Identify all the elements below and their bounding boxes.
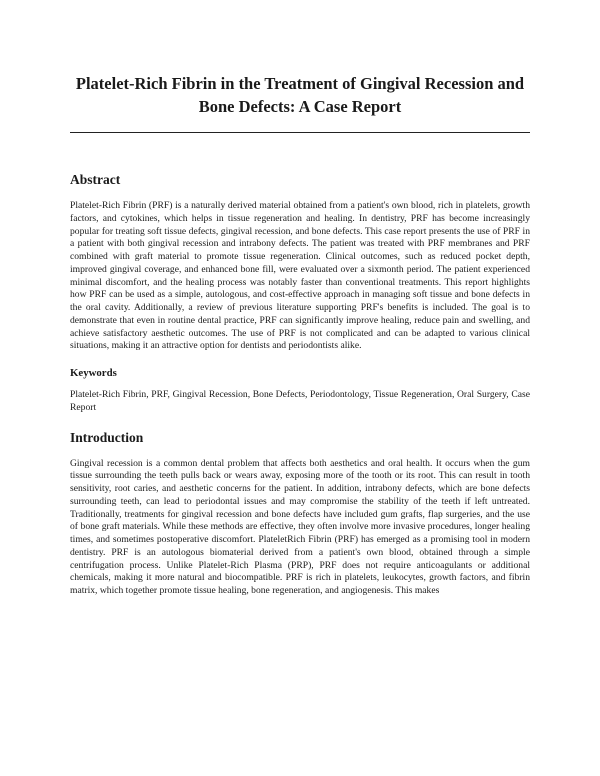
- paper-page: [70, 0, 530, 598]
- title-divider: [70, 132, 530, 133]
- abstract-heading: Abstract: [70, 172, 121, 187]
- keywords-heading: Keywords: [70, 367, 117, 379]
- abstract-text: Platelet-Rich Fibrin (PRF) is a naturally derived material obtained from a patient's own blood, rich in platelets, growth factors, and cytokines, which helps in tissue regeneration and healing. In dentistry, PRF has become increasingly popular for treating soft tissue defects, gingival recession, and bone defects. This case report presents the use of PRF in a patient with both gingival recession and intrabony defects. The patient was treated with PRF membranes and PRF combined with graft material to promote tissue regeneration. Clinical outcomes, such as reduced pocket depth, improved gingival coverage, and enhanced bone fill, were evaluated over a sixmonth period. The patient experienced minimal discomfort, and the healing process was notably faster than conventional treatments. This report highlights how PRF can be used as a simple, autologous, and cost-effective approach in managing soft tissue and bone defects in the oral cavity. Additionally, a review of previous literature supporting PRF's benefits is included. The goal is to demonstrate that even in routine dental practice, PRF can significantly improve healing, reduce pain and swelling, and achieve satisfactory aesthetic outcomes. The use of PRF is not complicated and can be adapted to various clinical situations, making it an attractive option for dentists and periodontists alike.: [70, 200, 530, 352]
- keywords-text: Platelet-Rich Fibrin, PRF, Gingival Recession, Bone Defects, Periodontology, Tissue Regeneration, Oral Surgery, Case Report: [70, 389, 530, 413]
- introduction-text: Gingival recession is a common dental problem that affects both aesthetics and oral health. It occurs when the gum tissue surrounding the teeth pulls back or wears away, exposing more of the tooth or its root. This can result in tooth sensitivity, root caries, and aesthetic concerns for the patient. In addition, intrabony defects, which are bone defects surrounding teeth, can lead to periodontal issues and may compromise the stability of the teeth if left untreated. Traditionally, treatments for gingival recession and bone defects have included gum grafts, flap surgeries, and the use of bone graft materials. While these methods are effective, they often involve more invasive procedures, longer healing times, and sometimes postoperative discomfort. PlateletRich Fibrin (PRF) has emerged as a promising tool in modern dentistry. PRF is an autologous biomaterial derived from a patient's own blood, obtained through a simple centrifugation process. Unlike Platelet-Rich Plasma (PRP), PRF does not require anticoagulants or additional chemicals, making it more natural and biocompatible. PRF is rich in platelets, leukocytes, growth factors, and fibrin matrix, which together promote tissue healing, bone regeneration, and angiogenesis. This makes: [70, 457, 530, 596]
- paper-title: Platelet-Rich Fibrin in the Treatment of Gingival Recession and Bone Defects: A Case Report: [75, 74, 525, 116]
- introduction-heading: Introduction: [70, 429, 144, 445]
